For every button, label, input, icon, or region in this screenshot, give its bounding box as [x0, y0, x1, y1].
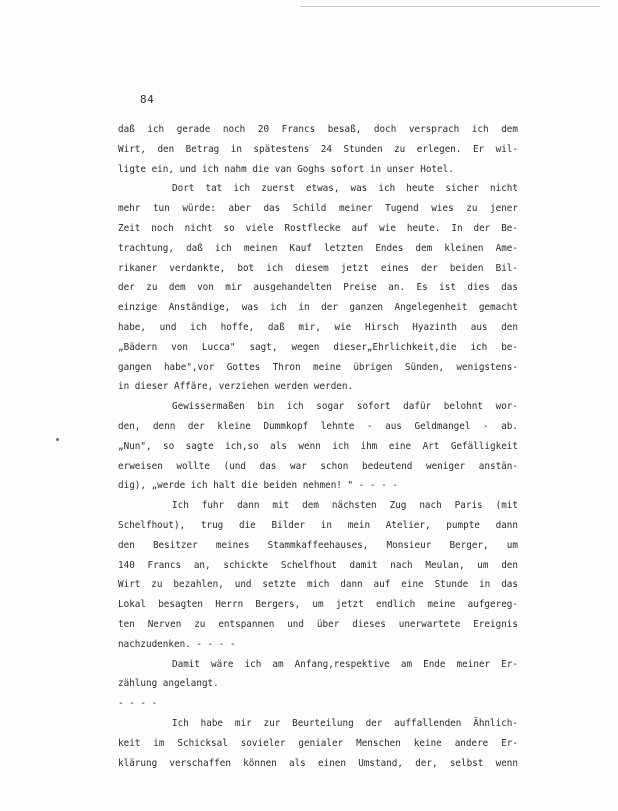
text-line: Wirt zu bezahlen, und setzte mich dann auf eine Stunde in das: [118, 579, 518, 591]
text-line: keit im Schicksal sovieler genialer Menschen keine andere Er-: [118, 737, 518, 749]
text-line: „Bädern von Lucca" sagt, wegen dieser„Ehrlichkeit,die ich be-: [118, 341, 518, 353]
text-line: „Nun", so sagte ich,so als wenn ich ihm eine Art Gefälligkeit: [118, 440, 518, 452]
text-line: daß ich gerade noch 20 Francs besaß, doch versprach ich dem: [118, 124, 518, 135]
text-line: ten Nerven zu entspannen und über dieses unerwartete Ereignis: [118, 618, 518, 630]
text-line: rikaner verdankte, bot ich diesem jetzt eines der beiden Bil-: [118, 262, 518, 274]
text-line: mehr tun würde: aber das Schild meiner Tugend wies zu jener: [118, 203, 518, 215]
text-line: habe, und ich hoffe, daß mir, wie Hirsch Hyazinth aus den: [118, 321, 518, 333]
text-line: der zu dem von mir ausgehandelten Preise an. Es ist dies das: [118, 282, 518, 294]
text-line: Zeit noch nicht so viele Rostflecke auf wie heute. In der Be-: [118, 222, 518, 234]
text-line: erweisen wollte (und das war schon bedeutend weniger anstän-: [118, 460, 518, 472]
text-line: in dieser Affäre, verziehen werden werden.: [118, 381, 354, 393]
text-line: den Besitzer meines Stammkaffeehauses, Monsieur Berger, um: [118, 539, 518, 551]
text-line: Damit wäre ich am Anfang,respektive am Ende meiner Er-: [172, 658, 518, 670]
scan-speck: [56, 438, 59, 441]
text-line: ligte ein, und ich nahm die van Goghs sofort in unser Hotel.: [118, 163, 454, 175]
text-line: klärung verschaffen können als einen Umstand, der, selbst wenn: [118, 757, 518, 769]
text-line: Schelfhout), trug die Bilder in mein Atelier, pumpte dann: [118, 519, 518, 531]
body-text: [118, 120, 518, 773]
text-line: nachzudenken. - - - -: [118, 638, 236, 650]
text-line: zählung angelangt.: [118, 678, 219, 690]
text-line: trachtung, daß ich meinen Kauf letzten Endes dem kleinen Ame-: [118, 242, 518, 254]
page-number: 84: [140, 93, 155, 106]
text-line: einzige Anständige, was ich in der ganzen Angelegenheit gemacht: [118, 302, 518, 314]
text-line: den, denn der kleine Dummkopf lehnte - aus Geldmangel - ab.: [118, 420, 518, 432]
text-line: Wirt, den Betrag in spätestens 24 Stunden zu erlegen. Er wil-: [118, 143, 518, 155]
text-line: Ich habe mir zur Beurteilung der auffallenden Ähnlich-: [172, 717, 518, 729]
text-line: 140 Francs an, schickte Schelfhout damit nach Meulan, um den: [118, 559, 518, 571]
text-line: Lokal besagten Herrn Bergers, um jetzt endlich meine aufgereg-: [118, 599, 518, 611]
text-line: Ich fuhr dann mit dem nächsten Zug nach Paris (mit: [172, 500, 518, 512]
scan-edge-line: [300, 6, 600, 7]
section-separator: - - - -: [118, 698, 158, 710]
text-line: Gewissermaßen bin ich sogar sofort dafür belohnt wor-: [172, 401, 518, 413]
text-line: gangen habe",vor Gottes Thron meine übrigen Sünden, wenigstens-: [118, 361, 518, 373]
text-line: dig), „werde ich halt die beiden nehmen! " - - - -: [118, 480, 398, 492]
text-line: Dort tat ich zuerst etwas, was ich heute sicher nicht: [172, 183, 518, 195]
